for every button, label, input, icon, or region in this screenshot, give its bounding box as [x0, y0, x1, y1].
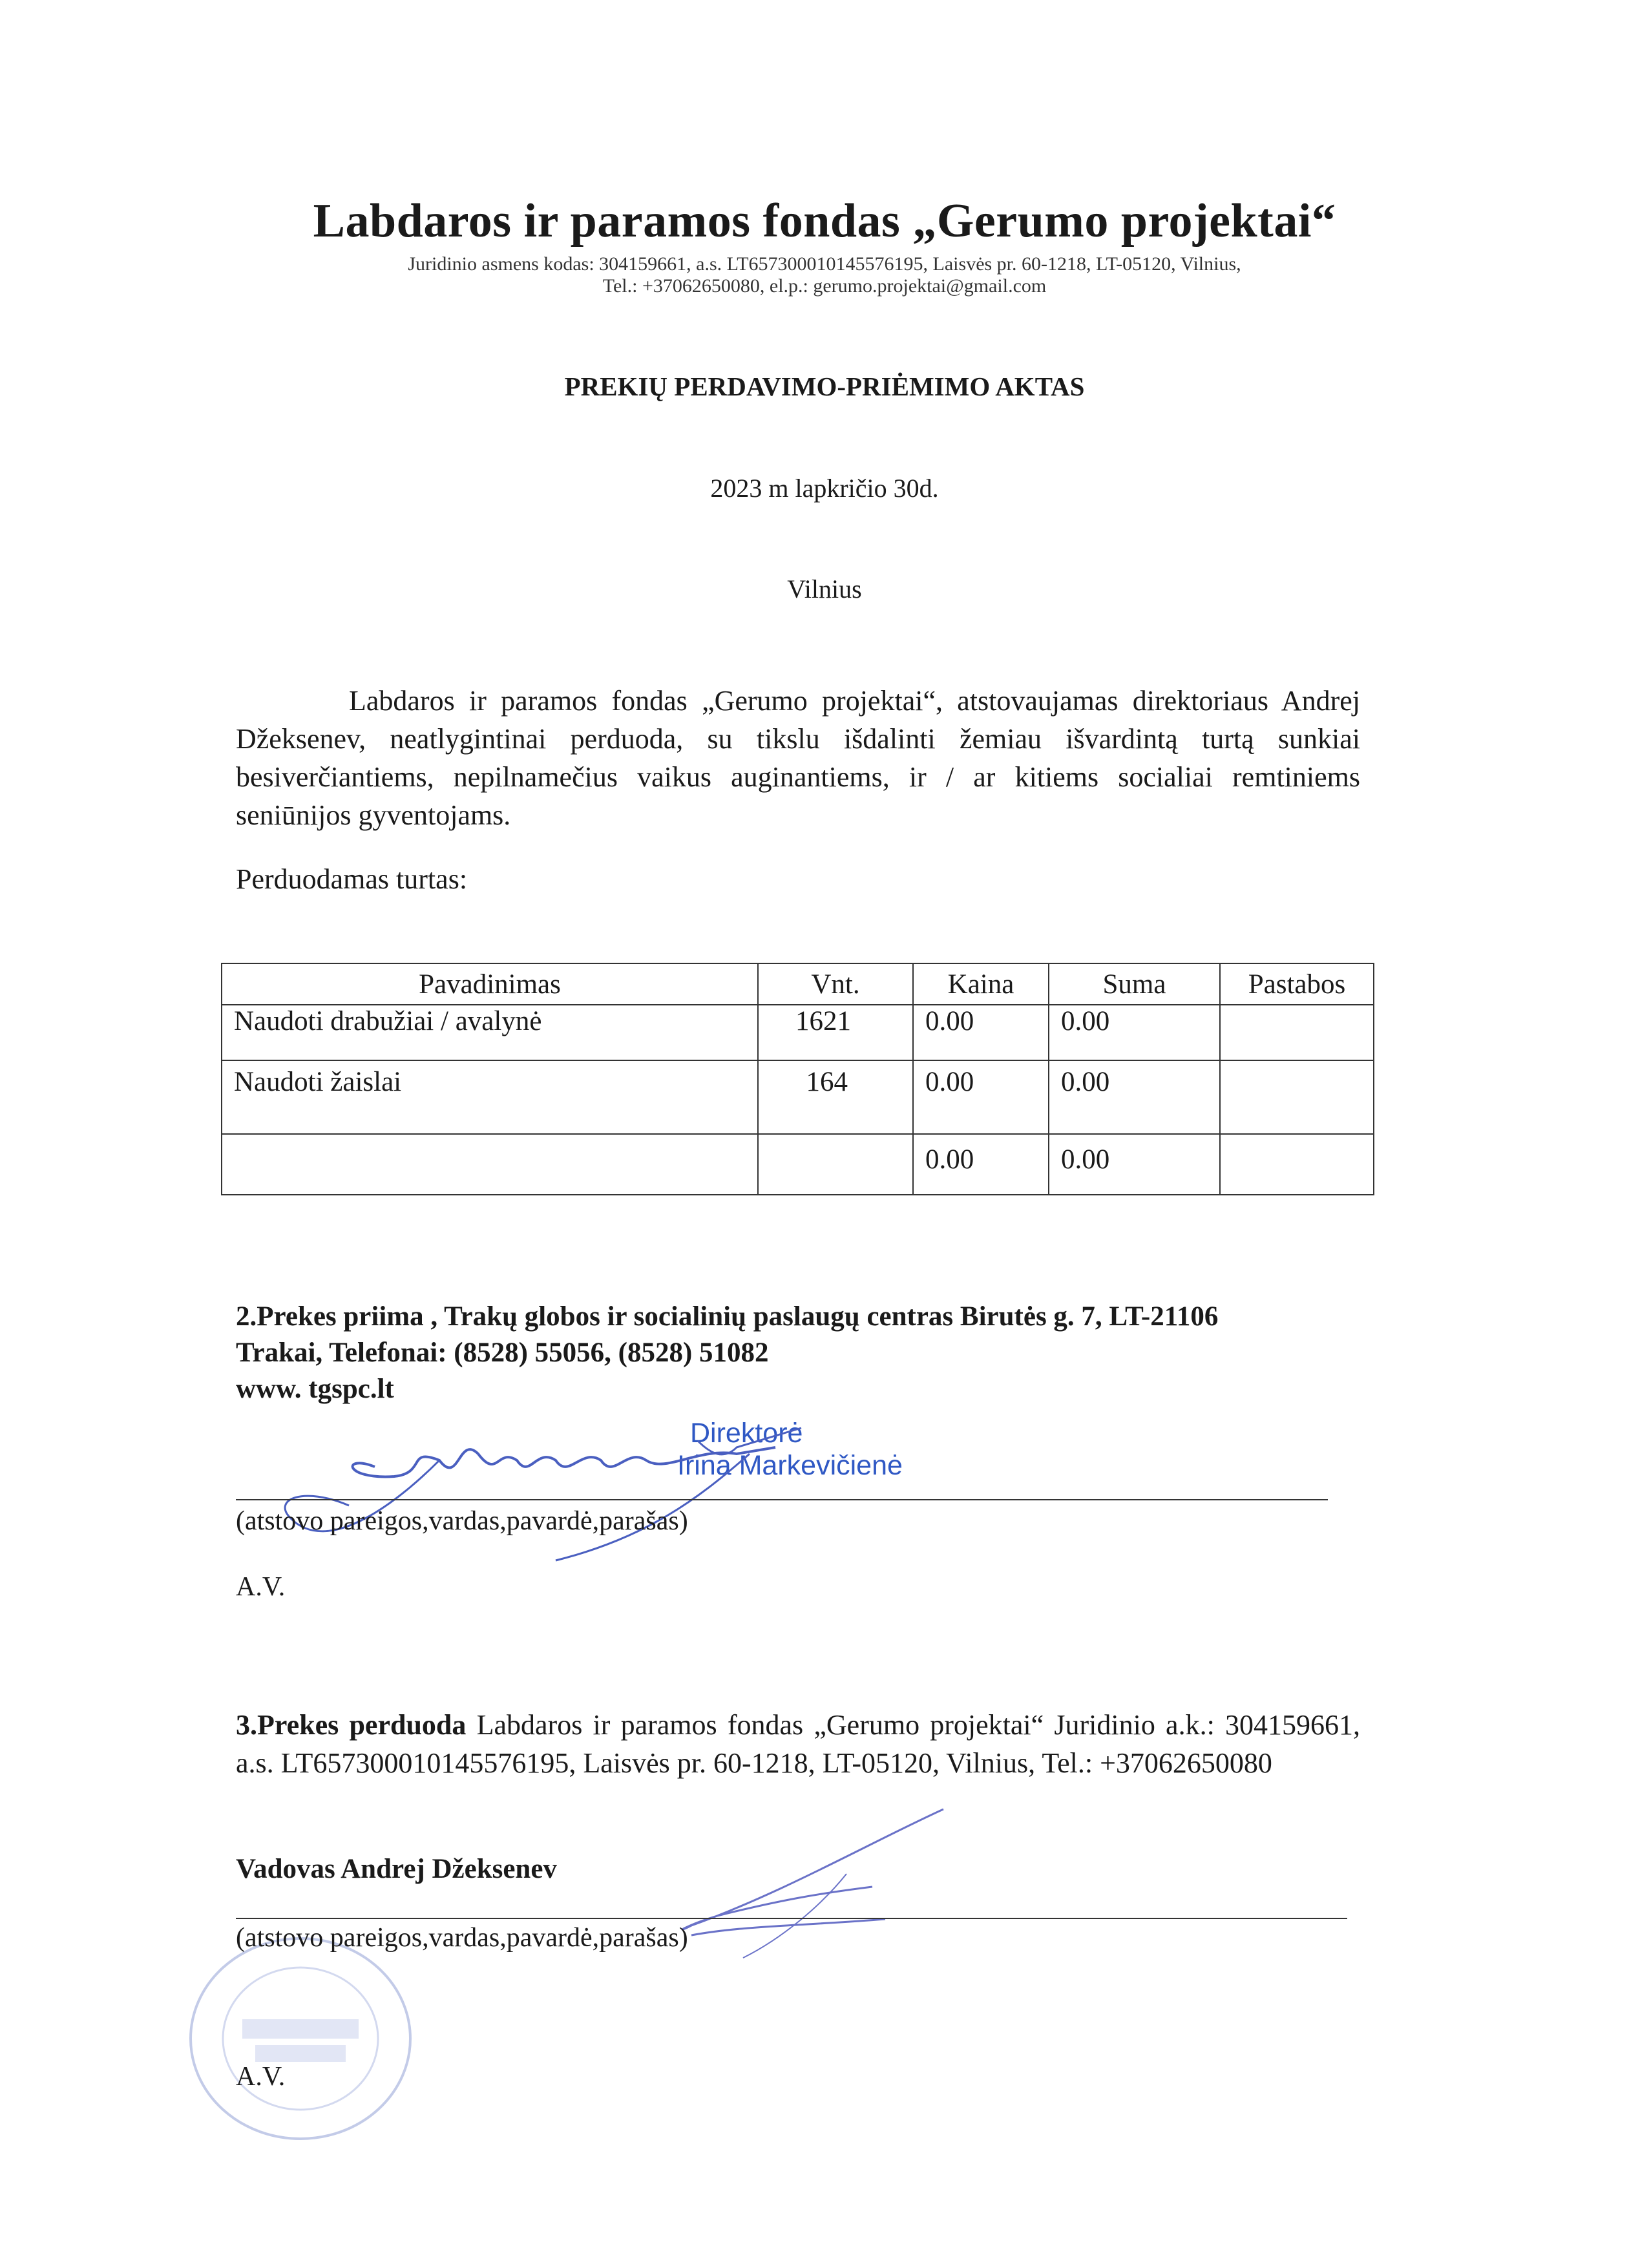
receiver-av-label: A.V. — [236, 1572, 286, 1602]
table-row — [222, 1005, 1374, 1060]
cell-sum: 0.00 — [1049, 1134, 1220, 1195]
table-header-row — [222, 963, 1374, 1005]
cell-notes — [1220, 1134, 1374, 1195]
receiver-signature-caption: (atstovo pareigos,vardas,pavardė,parašas) — [236, 1506, 688, 1536]
intro-paragraph — [236, 682, 1360, 834]
header-name: Pavadinimas — [222, 963, 758, 1005]
document-title: PREKIŲ PERDAVIMO-PRIĖMIMO AKTAS — [564, 372, 1085, 401]
stamp-title: Direktorė — [690, 1418, 803, 1449]
cell-notes — [1220, 1060, 1374, 1134]
receiver-signature — [246, 1409, 943, 1564]
cell-sum: 0.00 — [1049, 1060, 1220, 1134]
cell-name — [222, 1134, 758, 1195]
cell-price: 0.00 — [913, 1060, 1049, 1134]
stamp-name: Irina Markevičienė — [677, 1450, 903, 1481]
cell-units — [758, 1134, 913, 1195]
giver-signature-line — [236, 1918, 1347, 1919]
goods-table — [221, 963, 1374, 1195]
organization-seal — [184, 1932, 417, 2145]
organization-contacts: Tel.: +37062650080, el.p.: gerumo.projektai@gmail.com — [602, 275, 1047, 297]
cell-name: Naudoti drabužiai / avalynė — [222, 1005, 758, 1060]
cell-price: 0.00 — [913, 1005, 1049, 1060]
cell-units: 164 — [758, 1060, 913, 1134]
header-price: Kaina — [913, 963, 1049, 1005]
receiver-line-1: 2.Prekes priima , Trakų globos ir socialinių paslaugų centras Birutės g. 7, LT-21106 — [236, 1301, 1219, 1332]
receiver-line-2: Trakai, Telefonai: (8528) 55056, (8528) 51082 — [236, 1338, 769, 1368]
cell-sum: 0.00 — [1049, 1005, 1220, 1060]
table-row — [222, 1060, 1374, 1134]
cell-notes — [1220, 1005, 1374, 1060]
receiver-block — [236, 1299, 1386, 1407]
header-notes: Pastabos — [1220, 963, 1374, 1005]
giver-av-label: A.V. — [236, 2062, 286, 2092]
table-row — [222, 1134, 1374, 1195]
giver-text: Labdaros ir paramos fondas „Gerumo projektai“ Juridinio a.k.: 304159661, a.s. LT657300010145576195, Laisvės pr. 60-1218, LT-05120, Vilnius, Tel.: +37062650080 — [236, 1709, 1360, 1779]
cell-price: 0.00 — [913, 1134, 1049, 1195]
cell-units: 1621 — [758, 1005, 913, 1060]
header-units: Vnt. — [758, 963, 913, 1005]
intro-text: Labdaros ir paramos fondas „Gerumo projektai“, atstovaujamas direktoriaus Andrej Džeksenev, neatlygintinai perduoda, su tikslu išdalinti žemiau išvardintą turtą sunkiai besiverčiantiems, nepilnamečius vaikus auginantiems, ir / ar kitiems socialiai remtiniems seniūnijos gyventojams. — [236, 685, 1360, 831]
giver-head-name: Vadovas Andrej Džeksenev — [236, 1854, 557, 1884]
giver-signature-caption: (atstovo pareigos,vardas,pavardė,parašas) — [236, 1923, 688, 1953]
document-date: 2023 m lapkričio 30d. — [710, 474, 939, 503]
receiver-line-3: www. tgspc.lt — [236, 1374, 394, 1404]
giver-lead: 3.Prekes perduoda — [236, 1709, 467, 1741]
property-label: Perduodamas turtas: — [236, 863, 468, 895]
header-sum: Suma — [1049, 963, 1220, 1005]
organization-requisites: Juridinio asmens kodas: 304159661, a.s. LT657300010145576195, Laisvės pr. 60-1218, LT-05120, Vilnius, — [408, 253, 1241, 275]
receiver-signature-line — [236, 1499, 1328, 1500]
organization-title: Labdaros ir paramos fondas „Gerumo projektai“ — [313, 194, 1336, 247]
document-place: Vilnius — [787, 574, 862, 604]
giver-paragraph — [236, 1706, 1360, 1782]
cell-name: Naudoti žaislai — [222, 1060, 758, 1134]
